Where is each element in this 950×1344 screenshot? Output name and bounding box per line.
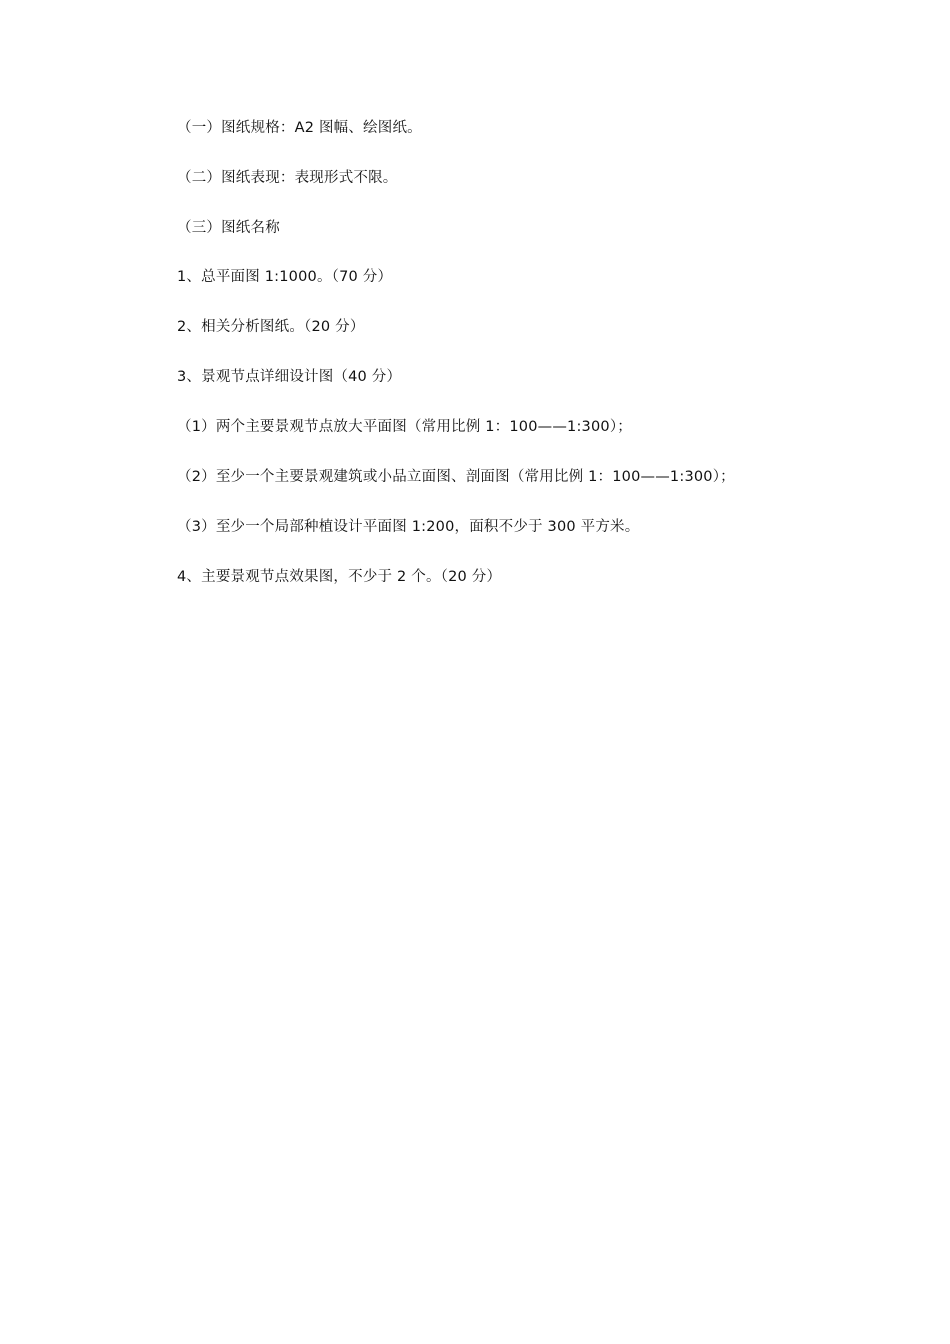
item-master-plan: 1、总平面图 1:1000。（70 分） <box>177 269 393 285</box>
subitem-enlarged-plans: （1）两个主要景观节点放大平面图（常用比例 1：100——1:300）； <box>177 419 632 435</box>
spec-drawing-presentation: （二）图纸表现：表现形式不限。 <box>177 170 398 186</box>
subitem-planting-plan: （3）至少一个局部种植设计平面图 1:200，面积不少于 300 平方米。 <box>177 519 640 535</box>
spec-drawing-size: （一）图纸规格：A2 图幅、绘图纸。 <box>177 120 422 136</box>
item-renderings: 4、主要景观节点效果图，不少于 2 个。（20 分） <box>177 569 502 585</box>
spec-drawing-names-heading: （三）图纸名称 <box>177 220 280 236</box>
item-node-detail-design: 3、景观节点详细设计图（40 分） <box>177 369 402 385</box>
item-analysis-drawings: 2、相关分析图纸。（20 分） <box>177 319 365 335</box>
subitem-elevations-sections: （2）至少一个主要景观建筑或小品立面图、剖面图（常用比例 1：100——1:300）； <box>177 469 735 485</box>
